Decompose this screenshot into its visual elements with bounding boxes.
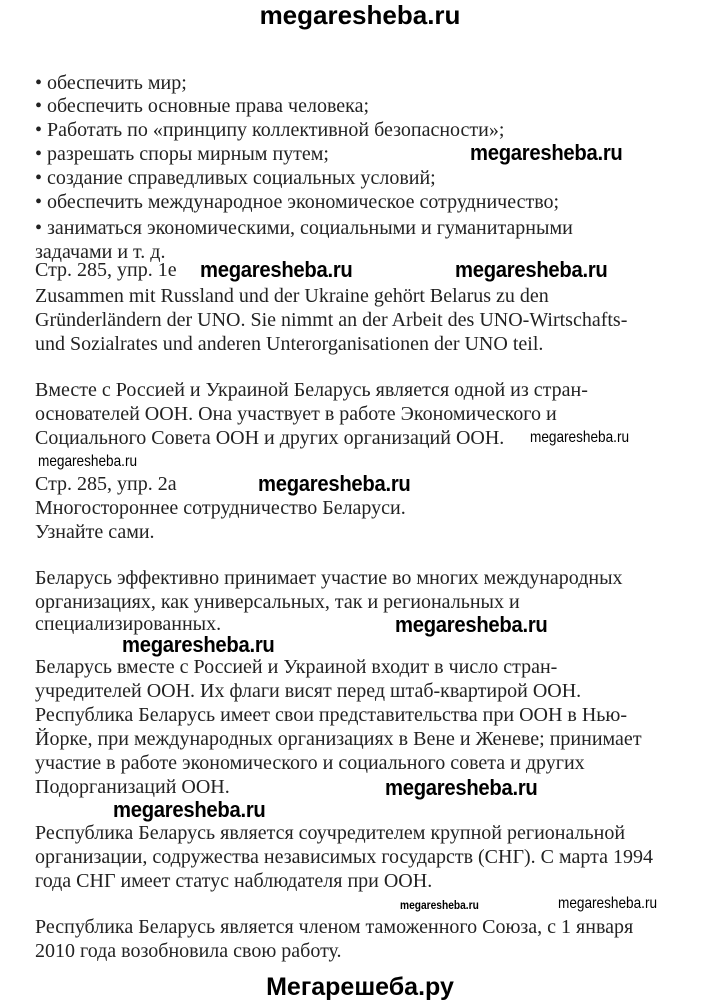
watermark: megaresheba.ru <box>200 257 353 282</box>
watermark: megaresheba.ru <box>530 429 630 446</box>
watermark: megaresheba.ru <box>395 612 548 637</box>
paragraph-line: Подорганизаций ООН. <box>35 776 230 798</box>
german-text-line: Gründerländern der UNO. Sie nimmt an der Arbeit des UNO-Wirtschafts- <box>35 309 628 331</box>
watermark: megaresheba.ru <box>455 257 608 282</box>
paragraph-line: Республика Беларусь является членом таможенного Союза, с 1 января <box>35 916 634 938</box>
watermark: megaresheba.ru <box>38 453 138 470</box>
section-title: Многостороннее сотрудничество Беларуси. <box>35 497 406 519</box>
list-item: • заниматься экономическими, социальными и гуманитарными <box>35 217 573 239</box>
german-text-line: und Sozialrates und anderen Unterorganisationen der UNO teil. <box>35 333 544 355</box>
list-item: • Работать по «принципу коллективной безопасности»; <box>35 119 505 141</box>
list-item: задачами и т. д. <box>35 241 166 263</box>
site-header: megaresheba.ru <box>259 0 461 30</box>
german-text-line: Zusammen mit Russland und der Ukraine gehört Belarus zu den <box>35 285 549 307</box>
list-item: • создание справедливых социальных условий; <box>35 167 436 189</box>
russian-text-line: Социального Совета ООН и других организаций ООН. <box>35 427 505 449</box>
paragraph-line: Беларусь эффективно принимает участие во многих международных <box>35 567 623 589</box>
paragraph-line: Республика Беларусь является соучредителем крупной региональной <box>35 822 626 844</box>
russian-text-line: Вместе с Россией и Украиной Беларусь является одной из стран- <box>35 379 588 401</box>
list-item: • обеспечить мир; <box>35 72 187 94</box>
paragraph-line: 2010 года возобновила свою работу. <box>35 940 342 962</box>
watermark: megaresheba.ru <box>470 140 623 165</box>
list-item: • обеспечить основные права человека; <box>35 95 370 117</box>
paragraph-line: Беларусь вместе с Россией и Украиной входит в число стран- <box>35 656 558 678</box>
paragraph-line: Йорке, при международных организациях в Вене и Женеве; принимает <box>35 728 642 750</box>
exercise-heading: Стр. 285, упр. 2а <box>35 473 177 495</box>
list-item: • разрешать споры мирным путем; <box>35 143 329 165</box>
watermark: megaresheba.ru <box>400 898 479 912</box>
watermark: megaresheba.ru <box>385 775 538 800</box>
exercise-heading: Стр. 285, упр. 1е <box>35 259 177 281</box>
watermark: megaresheba.ru <box>558 895 658 912</box>
section-subtitle: Узнайте сами. <box>35 521 155 543</box>
paragraph-line: года СНГ имеет статус наблюдателя при ООН. <box>35 870 433 892</box>
paragraph-line: учредителей ООН. Их флаги висят перед штаб-квартирой ООН. <box>35 680 582 702</box>
paragraph-line: организации, содружества независимых государств (СНГ). С марта 1994 <box>35 846 654 868</box>
russian-text-line: основателей ООН. Она участвует в работе Экономического и <box>35 403 557 425</box>
paragraph-line: организациях, как универсальных, так и региональных и <box>35 591 520 613</box>
paragraph-line: специализированных. <box>35 613 222 635</box>
list-item: • обеспечить международное экономическое сотрудничество; <box>35 191 560 213</box>
site-footer: Мегарешеба.ру <box>266 973 454 1001</box>
paragraph-line: Республика Беларусь имеет свои представительства при ООН в Нью- <box>35 704 628 726</box>
watermark: megaresheba.ru <box>122 632 275 657</box>
paragraph-line: участие в работе экономического и социального совета и других <box>35 752 585 774</box>
watermark: megaresheba.ru <box>113 797 266 822</box>
watermark: megaresheba.ru <box>258 471 411 496</box>
